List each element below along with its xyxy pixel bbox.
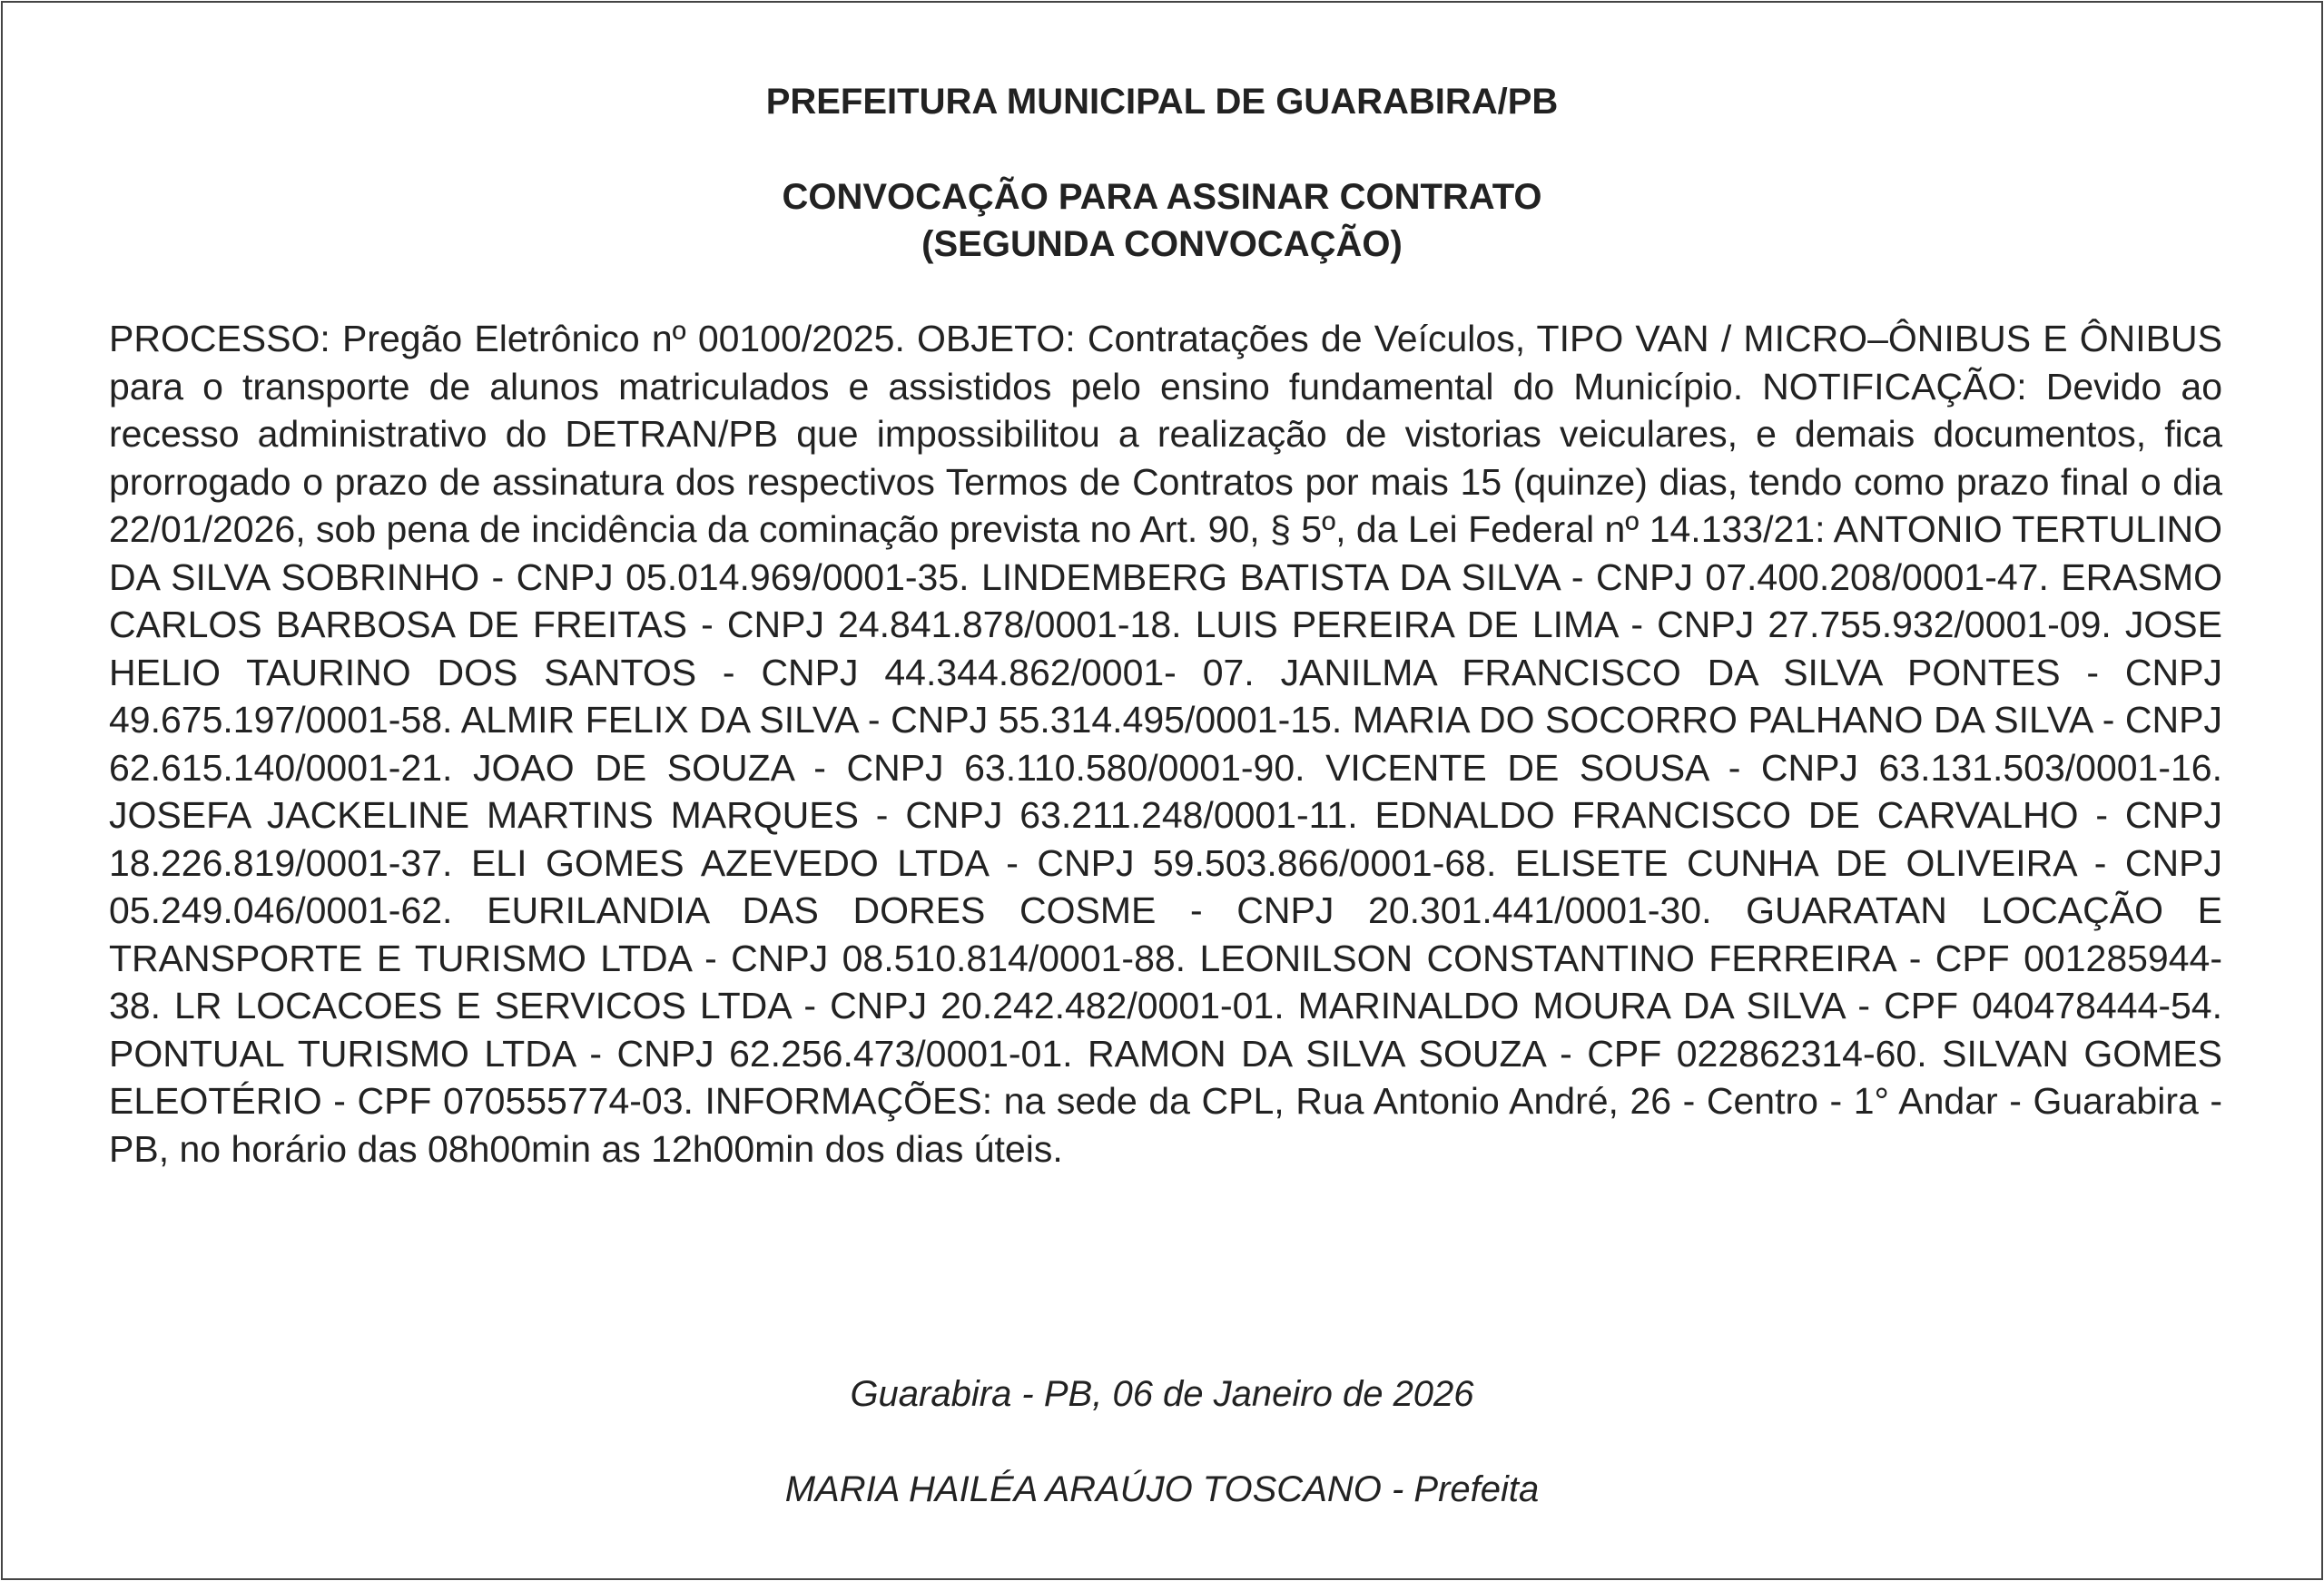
organization-heading: PREFEITURA MUNICIPAL DE GUARABIRA/PB [765, 82, 1559, 122]
signature-line: MARIA HAILÉA ARAÚJO TOSCANO - Prefeita [784, 1469, 1540, 1509]
notice-title: CONVOCAÇÃO PARA ASSINAR CONTRATO [782, 177, 1542, 217]
place-date: Guarabira - PB, 06 de Janeiro de 2026 [850, 1374, 1474, 1414]
notice-subtitle: (SEGUNDA CONVOCAÇÃO) [921, 224, 1403, 264]
notice-body: PROCESSO: Pregão Eletrônico nº 00100/2025. OBJETO: Contratações de Veículos, TIPO VAN / MICRO–ÔNIBUS E ÔNIBUS para o transporte de alunos matriculados e assistidos pelo ensino fundamental do Município. NOTIFICAÇÃO: Devido ao recesso administrativo do DETRAN/PB que impossibilitou a realização de vistorias veiculares, e demais documentos, fica prorrogado o prazo de assinatura dos respectivos Termos de Contratos por mais 15 (quinze) dias, tendo como prazo final o dia 22/01/2026, sob pena de incidência da cominação prevista no Art. 90, § 5º, da Lei Federal nº 14.133/21: ANTONIO TERTULINO DA SILVA SOBRINHO - CNPJ 05.014.969/0001-35. LINDEMBERG BATISTA DA SILVA - CNPJ 07.400.208/0001-47. ERASMO CARLOS BARBOSA DE FREITAS - CNPJ 24.841.878/0001-18. LUIS PEREIRA DE LIMA - CNPJ 27.755.932/0001-09. JOSE HELIO TAURINO DOS SANTOS - CNPJ 44.344.862/0001- 07. JANILMA FRANCISCO DA SILVA PONTES - CNPJ 49.675.197/0001-58. ALMIR FELIX DA SILVA - CNPJ 55.314.495/0001-15. MARIA DO SOCORRO PALHANO DA SILVA - CNPJ 62.615.140/0001-21. JOAO DE SOUZA - CNPJ 63.110.580/0001-90. VICENTE DE SOUSA - CNPJ 63.131.503/0001-16. JOSEFA JACKELINE MARTINS MARQUES - CNPJ 63.211.248/0001-11. EDNALDO FRANCISCO DE CARVALHO - CNPJ 18.226.819/0001-37. ELI GOMES AZEVEDO LTDA - CNPJ 59.503.866/0001-68. ELISETE CUNHA DE OLIVEIRA - CNPJ 05.249.046/0001-62. EURILANDIA DAS DORES COSME - CNPJ 20.301.441/0001-30. GUARATAN LOCAÇÃO E TRANSPORTE E TURISMO LTDA - CNPJ 08.510.814/0001-88. LEONILSON CONSTANTINO FERREIRA - CPF 001285944-38. LR LOCACOES E SERVICOS LTDA - CNPJ 20.242.482/0001-01. MARINALDO MOURA DA SILVA - CPF 040478444-54. PONTUAL TURISMO LTDA - CNPJ 62.256.473/0001-01. RAMON DA SILVA SOUZA - CPF 022862314-60. SILVAN GOMES ELEOTÉRIO - CPF 070555774-03. INFORMAÇÕES: na sede da CPL, Rua Antonio André, 26 - Centro - 1° Andar - Guarabira - PB, no horário das 08h00min as 12h00min dos dias úteis. [109, 318, 2222, 1170]
notice-frame [1, 1, 2323, 1580]
